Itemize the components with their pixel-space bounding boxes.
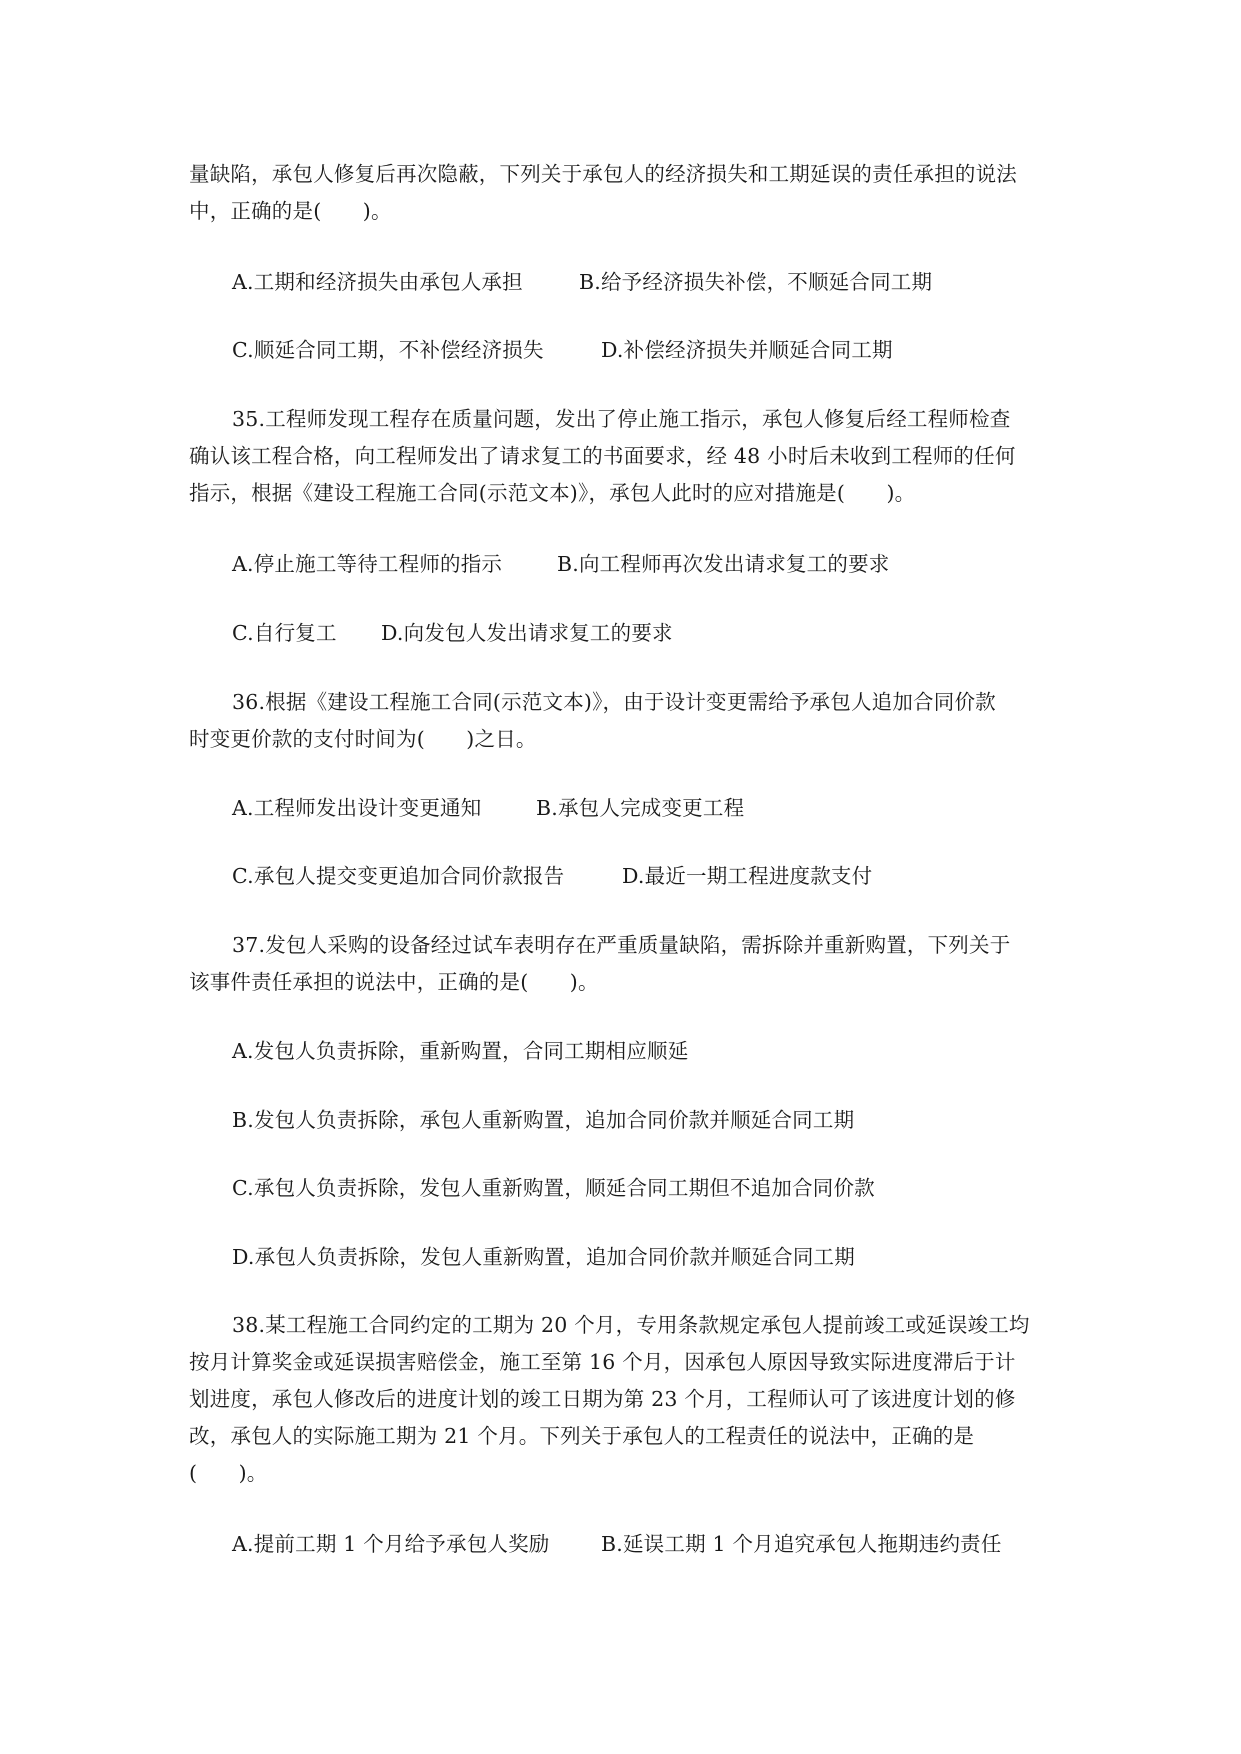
q34-option-d: D.补偿经济损失并顺延合同工期 (601, 338, 893, 362)
q38-option-a: A.提前工期 1 个月给予承包人奖励 (232, 1532, 550, 1556)
q36-option-a: A.工程师发出设计变更通知 (232, 796, 482, 820)
q35-option-d: D.向发包人发出请求复工的要求 (381, 621, 673, 645)
q36-option-b: B.承包人完成变更工程 (536, 796, 745, 820)
q37-stem-line-2: 该事件责任承担的说法中，正确的是( )。 (189, 970, 599, 994)
q36-stem-line-1: 36.根据《建设工程施工合同(示范文本)》，由于设计变更需给予承包人追加合同价款 (232, 690, 996, 714)
q38-stem-line-5: ( )。 (189, 1461, 268, 1485)
q38-stem-line-3: 划进度，承包人修改后的进度计划的竣工日期为第 23 个月，工程师认可了该进度计划的修 (189, 1387, 1016, 1411)
q37-option-a: A.发包人负责拆除，重新购置，合同工期相应顺延 (232, 1039, 689, 1063)
q35-stem-line-2: 确认该工程合格，向工程师发出了请求复工的书面要求，经 48 小时后未收到工程师的任何 (189, 444, 1016, 468)
q36-option-d: D.最近一期工程进度款支付 (622, 864, 873, 888)
q38-stem-line-2: 按月计算奖金或延误损害赔偿金，施工至第 16 个月，因承包人原因导致实际进度滞后于计 (189, 1350, 1016, 1374)
q36-option-c: C.承包人提交变更追加合同价款报告 (232, 864, 565, 888)
q35-stem-line-3: 指示，根据《建设工程施工合同(示范文本)》，承包人此时的应对措施是( )。 (189, 481, 916, 505)
q35-stem-line-1: 35.工程师发现工程存在质量问题，发出了停止施工指示，承包人修复后经工程师检查 (232, 407, 1011, 431)
q34-stem-line-2: 中，正确的是( )。 (189, 199, 392, 223)
q36-stem-line-2: 时变更价款的支付时间为( )之日。 (189, 727, 537, 751)
q34-option-c: C.顺延合同工期，不补偿经济损失 (232, 338, 544, 362)
q37-stem-line-1: 37.发包人采购的设备经过试车表明存在严重质量缺陷，需拆除并重新购置，下列关于 (232, 933, 1011, 957)
q34-option-a: A.工期和经济损失由承包人承担 (232, 270, 523, 294)
q37-option-c: C.承包人负责拆除，发包人重新购置，顺延合同工期但不追加合同价款 (232, 1176, 875, 1200)
q35-option-c: C.自行复工 (232, 621, 337, 645)
q38-stem-line-1: 38.某工程施工合同约定的工期为 20 个月，专用条款规定承包人提前竣工或延误竣工均 (232, 1313, 1030, 1337)
q34-option-b: B.给予经济损失补偿，不顺延合同工期 (579, 270, 933, 294)
q35-option-a: A.停止施工等待工程师的指示 (232, 552, 503, 576)
q38-option-b: B.延误工期 1 个月追究承包人拖期违约责任 (601, 1532, 1002, 1556)
q37-option-b: B.发包人负责拆除，承包人重新购置，追加合同价款并顺延合同工期 (232, 1108, 855, 1132)
q34-stem-line-1: 量缺陷，承包人修复后再次隐蔽，下列关于承包人的经济损失和工期延误的责任承担的说法 (189, 162, 1017, 186)
q37-option-d: D.承包人负责拆除，发包人重新购置，追加合同价款并顺延合同工期 (232, 1245, 855, 1269)
q38-stem-line-4: 改，承包人的实际施工期为 21 个月。下列关于承包人的工程责任的说法中，正确的是 (189, 1424, 975, 1448)
q35-option-b: B.向工程师再次发出请求复工的要求 (557, 552, 890, 576)
